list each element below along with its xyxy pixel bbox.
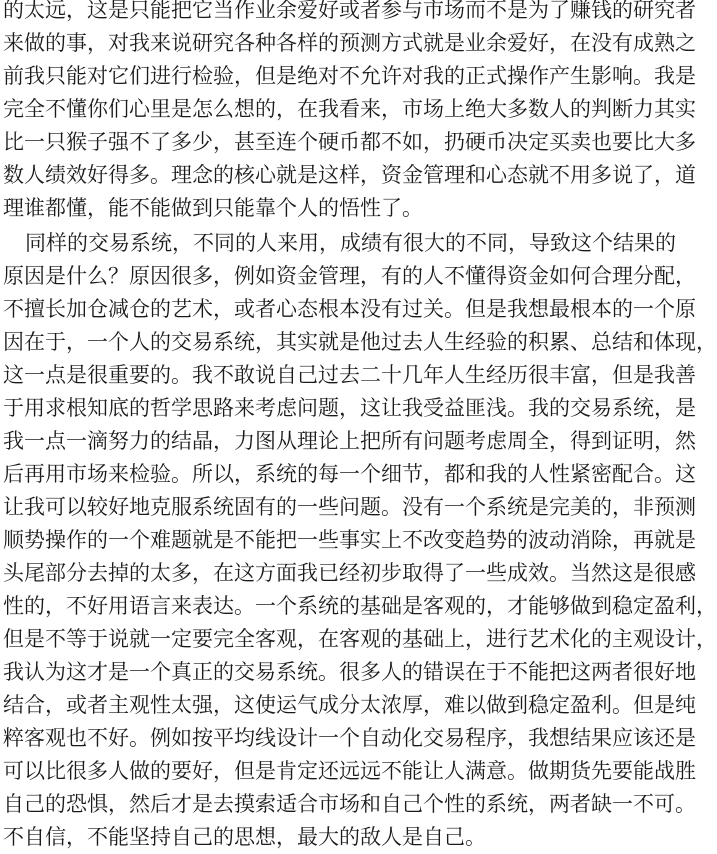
text-line: 前我只能对它们进行检验，但是绝对不允许对我的正式操作产生影响。我是 <box>3 64 696 88</box>
text-line: 但是不等于说就一定要完全客观，在客观的基础上，进行艺术化的主观设计， <box>3 627 717 651</box>
text-line: 因在于，一个人的交易系统，其实就是他过去人生经验的积累、总结和体现， <box>3 330 717 354</box>
text-line: 自己的恐惧，然后才是去摸索适合市场和自己个性的系统，两者缺一不可。 <box>3 792 696 816</box>
text-line: 我认为这才是一个真正的交易系统。很多人的错误在于不能把这两者很好地 <box>3 660 696 684</box>
text-line: 不擅长加仓减仓的艺术，或者心态根本没有过关。但是我想最根本的一个原 <box>3 297 696 321</box>
text-line: 这一点是很重要的。我不敢说自己过去二十几年人生经历很丰富，但是我善 <box>3 363 696 387</box>
text-line: 来做的事，对我来说研究各种各样的预测方式就是业余爱好，在没有成熟之 <box>3 31 696 55</box>
text-line: 原因是什么？原因很多，例如资金管理，有的人不懂得资金如何合理分配， <box>3 264 696 288</box>
text-line: 让我可以较好地克服系统固有的一些问题。没有一个系统是完美的，非预测 <box>3 495 696 519</box>
paragraph-2 <box>3 227 717 854</box>
paragraph-1 <box>3 0 696 225</box>
text-line: 后再用市场来检验。所以，系统的每一个细节，都和我的人性紧密配合。这 <box>3 462 696 486</box>
text-line: 于用求根知底的哲学思路来考虑问题，这让我受益匪浅。我的交易系统，是 <box>3 396 696 420</box>
text-line: 顺势操作的一个难题就是不能把一些事实上不改变趋势的波动消除，再就是 <box>3 528 696 552</box>
text-line: 数人绩效好得多。理念的核心就是这样，资金管理和心态就不用多说了，道 <box>3 163 696 187</box>
text-line: 理谁都懂，能不能做到只能靠个人的悟性了。 <box>3 196 423 220</box>
text-line: 性的，不好用语言来表达。一个系统的基础是客观的，才能够做到稳定盈利， <box>3 594 717 618</box>
text-line: 可以比很多人做的要好，但是肯定还远远不能让人满意。做期货先要能战胜 <box>3 759 696 783</box>
text-line: 我一点一滴努力的结晶，力图从理论上把所有问题考虑周全，得到证明，然 <box>3 429 696 453</box>
text-line: 完全不懂你们心里是怎么想的，在我看来，市场上绝大多数人的判断力其实 <box>3 97 696 121</box>
text-line: 粹客观也不好。例如按平均线设计一个自动化交易程序，我想结果应该还是 <box>3 726 696 750</box>
text-line: 结合，或者主观性太强，这使运气成分太浓厚，难以做到稳定盈利。但是纯 <box>3 693 696 717</box>
text-line: 头尾部分去掉的太多，在这方面我已经初步取得了一些成效。当然这是很感 <box>3 561 696 585</box>
text-line: 不自信，不能坚持自己的思想，最大的敌人是自己。 <box>3 825 486 849</box>
text-line: 同样的交易系统，不同的人来用，成绩有很大的不同，导致这个结果的 <box>25 231 676 255</box>
text-line: 比一只猴子强不了多少，甚至连个硬币都不如，扔硬币决定买卖也要比大多 <box>3 130 696 154</box>
text-line: 的太远，这是只能把它当作业余爱好或者参与市场而不是为了赚钱的研究者 <box>3 0 696 22</box>
